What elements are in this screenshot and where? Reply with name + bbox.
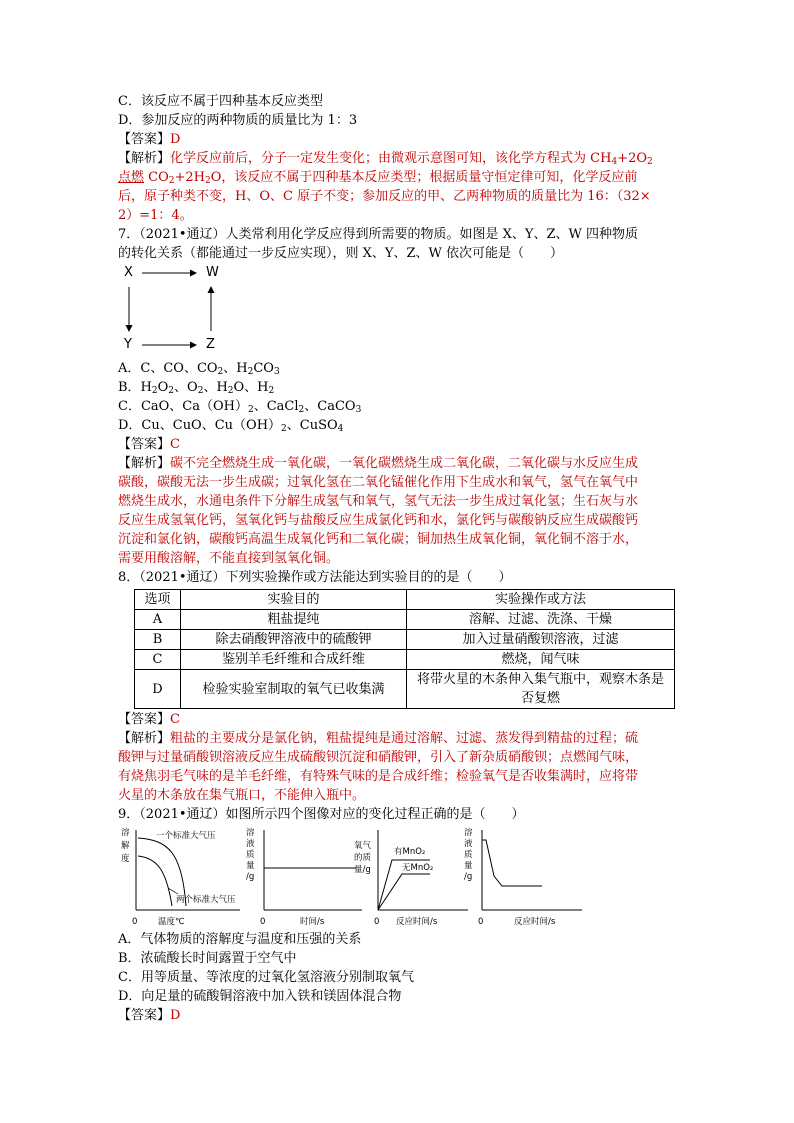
q9-option-a: A．气体物质的溶解度与温度和压强的关系 [118, 932, 362, 947]
axis-label: 量 [464, 861, 473, 871]
option-text: C．CaO、Ca（OH） [118, 399, 248, 414]
curve-label: 一个标准大气压 [156, 831, 216, 841]
table-cell: 溶解、过滤、洗涤、干燥 [407, 610, 675, 630]
origin-label: 0 [132, 917, 138, 927]
option-text: O [157, 380, 169, 395]
axis-label: 反应时间/s [514, 917, 556, 927]
curve-without-catalyst [378, 874, 430, 910]
q7-analysis-line-2: 碳酸，碳酸无法一步生成碳；过氧化氢在二氧化锰催化作用下生成水和氧气，氢气在氧气中 [118, 475, 639, 490]
option-text: B．H [118, 380, 152, 395]
q7-analysis-line-4: 反应生成氢氧化钙，氢氧化钙与盐酸反应生成氯化钙和水，氯化钙与碳酸钠反应生成碳酸钙 [118, 513, 639, 528]
option-text: D．Cu、CuO、Cu（OH） [118, 418, 282, 433]
option-text: 、CaCl [253, 399, 299, 414]
analysis-label: 【解析】 [118, 731, 171, 746]
q7-option-c: C．CaO、$Ca(OH)_2$、CaCl$_2$、CaCO$_3$ [118, 399, 362, 415]
option-text: A．C、CO、CO [118, 361, 218, 376]
q8-analysis-line-2: 酸钾与过量硝酸钡溶液反应生成硫酸钡沉淀和硝酸钾，引入了新杂质硝酸钡；点燃闻气味， [118, 750, 639, 765]
axis-label: 量/g [354, 865, 371, 875]
table-row [135, 630, 675, 650]
q6-analysis-line-2: 点燃 $CO_2+2H_2O$，该反应不属于四种基本反应类型；根据质量守恒定律可知，化学反应前 [118, 170, 638, 186]
answer-value: C [170, 712, 180, 727]
analysis-text: 碳不完全燃烧生成一氧化碳，一氧化碳燃烧生成二氧化碳，二氧化碳与水反应生成 [170, 456, 639, 471]
analysis-text: 粗盐的主要成分是氯化钠，粗盐提纯是通过溶解、过滤、蒸发得到精盐的过程；硫 [170, 731, 639, 746]
q9-option-d: D．向足量的硫酸铜溶液中加入铁和镁固体混合物 [118, 989, 402, 1004]
q6-analysis-line-4: 2）=1：4。 [118, 208, 193, 223]
graph-solubility [118, 826, 243, 930]
table-cell [407, 670, 675, 709]
q7-analysis-line-3: 燃烧生成水，水通电条件下分解生成氢气和氧气，氢气无法一步生成过氧化氢；生石灰与水 [118, 494, 639, 509]
table-row [135, 670, 675, 709]
graph-acid-mass [244, 826, 366, 930]
axis-label: 质 [246, 850, 255, 860]
axis-label: 时间/s [300, 917, 325, 927]
node-z: Z [206, 337, 215, 352]
q7-analysis-line-1 [118, 454, 678, 473]
table-row [135, 650, 675, 670]
q9-stem: 9．（2021•通辽）如图所示四个图像对应的变化过程正确的是（ ） [118, 807, 525, 822]
node-x: X [124, 265, 133, 280]
node-w: W [206, 265, 219, 280]
reaction-condition: 点燃 [118, 170, 145, 185]
q6-analysis-line-1: 【解析】化学反应前后，分子一定发生变化；由微观示意图可知，该化学方程式为 $CH_4+2O_2$ [118, 151, 653, 167]
analysis-label: 【解析】 [118, 456, 171, 471]
q7-stem-line-2: 的转化关系（都能通过一步反应实现），则 X、Y、Z、W 依次可能是（ ） [118, 246, 563, 261]
table-cell: 除去硝酸钾溶液中的硫酸钾 [181, 630, 407, 650]
origin-label: 0 [374, 917, 380, 927]
axis-label: 溶 [246, 828, 255, 838]
option-text: CO [253, 361, 274, 376]
table-header-row [135, 590, 675, 610]
table-cell: 鉴别羊毛纤维和合成纤维 [181, 650, 407, 670]
answer-value: D [170, 132, 181, 147]
table-header: 实验操作或方法 [407, 590, 675, 610]
axis-label: 质 [464, 850, 473, 860]
table-cell-line: 否复燃 [520, 691, 560, 706]
axis-label: 量 [246, 861, 255, 871]
analysis-text: O，该反应不属于四种基本反应类型；根据质量守恒定律可知，化学反应前 [210, 170, 638, 185]
curve-two-atm [138, 856, 172, 906]
table-cell: C [135, 650, 181, 670]
q8-stem: 8．（2021•通辽）下列实验操作或方法能达到实验目的的是（ ） [118, 570, 512, 585]
axis-label: 溶 [121, 828, 130, 838]
q8-analysis-line-3: 有烧焦羽毛气味的是羊毛纤维，有特殊气味的是合成纤维；检验氧气是否收集满时，应将带 [118, 769, 639, 784]
option-text: 、O [174, 380, 198, 395]
q9-answer [118, 1006, 678, 1025]
table-header: 选项 [135, 590, 181, 610]
curve-label: 有MnO₂ [394, 847, 426, 857]
q9-graphs [118, 826, 588, 930]
origin-label: 0 [260, 917, 266, 927]
option-text: 、H [203, 380, 228, 395]
axis-label: 液 [246, 839, 255, 849]
q9-option-c: C．用等质量、等浓度的过氧化氢溶液分别制取氧气 [118, 970, 414, 985]
analysis-text: 化学反应前后，分子一定发生变化；由微观示意图可知，该化学方程式为 CH [170, 151, 612, 166]
data-line [482, 840, 542, 886]
q7-option-b: B．$H_2O_2$、$O_2$、$H_2O$、$H_2$ [118, 380, 275, 396]
q7-answer [118, 435, 678, 454]
q6-analysis-line-3: 后，原子种类不变，H、O、C 原子不变；参加反应的甲、乙两种物质的质量比为 16：（32× [118, 189, 651, 204]
q8-analysis-line-4: 火星的木条放在集气瓶口，不能伸入瓶中。 [118, 788, 366, 803]
table-cell: A [135, 610, 181, 630]
graph-copper-sulfate [462, 826, 586, 930]
analysis-text: +2O [617, 151, 647, 166]
curve-label: 两个标准大气压 [176, 895, 236, 905]
table-cell-line: 将带火星的木条伸入集气瓶中，观察木条是 [416, 672, 664, 687]
curve-label: 无MnO₂ [402, 863, 434, 873]
node-y: Y [124, 337, 132, 352]
axis-label: 氧气 [354, 841, 372, 851]
table-cell: D [135, 670, 181, 709]
option-text: 、CaCO [304, 399, 356, 414]
axis-label: 溶 [464, 828, 473, 838]
answer-label: 【答案】 [118, 132, 171, 147]
axis-label: 的质 [354, 853, 372, 863]
table-cell: 燃烧，闻气味 [407, 650, 675, 670]
axis-label: 度 [121, 854, 130, 864]
option-text: 、CuSO [286, 418, 338, 433]
q7-stem-line-1: 7．（2021•通辽）人类常利用化学反应得到所需要的物质。如图是 X、Y、Z、W 四种物质 [118, 227, 639, 242]
diagram-arrows [122, 265, 232, 357]
q8-table [134, 589, 675, 709]
axis-label: /g [464, 872, 473, 882]
q7-option-a: A．C、CO、$CO_2$、$H_2CO_3$ [118, 361, 280, 377]
q6-answer [118, 130, 678, 149]
answer-value: C [170, 437, 180, 452]
origin-label: 0 [478, 917, 484, 927]
answer-label: 【答案】 [118, 1008, 171, 1023]
analysis-label: 【解析】 [118, 151, 171, 166]
axis-label: 液 [464, 839, 473, 849]
answer-value: D [170, 1008, 181, 1023]
table-cell: 粗盐提纯 [181, 610, 407, 630]
q8-answer [118, 710, 678, 729]
answer-label: 【答案】 [118, 437, 171, 452]
q9-option-b: B．浓硫酸长时间露置于空气中 [118, 951, 297, 966]
answer-label: 【答案】 [118, 712, 171, 727]
option-text: O、H [233, 380, 269, 395]
table-row [135, 610, 675, 630]
analysis-text: CO [144, 170, 169, 185]
table-cell: B [135, 630, 181, 650]
q7-analysis-line-6: 需要用酸溶解，不能直接到氢氧化铜。 [118, 551, 340, 566]
q7-conversion-diagram [122, 265, 232, 357]
table-header: 实验目的 [181, 590, 407, 610]
graph-oxygen [352, 826, 472, 930]
table-cell: 加入过量硝酸钡溶液，过滤 [407, 630, 675, 650]
axis-label: /g [246, 872, 255, 882]
q8-analysis-line-1 [118, 729, 678, 748]
q6-option-c: C．该反应不属于四种基本反应类型 [118, 94, 323, 109]
q6-option-d: D．参加反应的两种物质的质量比为 1：3 [118, 113, 358, 128]
analysis-text: +2H [174, 170, 206, 185]
axis-label: 解 [121, 841, 130, 851]
table-cell: 检验实验室制取的氧气已收集满 [181, 670, 407, 709]
axis-label: 温度℃ [158, 917, 185, 927]
document-page [118, 92, 678, 1025]
axis-label: 反应时间/s [396, 917, 438, 927]
q7-analysis-line-5: 沉淀和氯化钠，碳酸钙高温生成氧化钙和二氧化碳；铜加热生成氧化铜，氧化铜不溶于水， [118, 532, 639, 547]
option-text: 、H [223, 361, 248, 376]
q7-option-d: D．Cu、CuO、$Cu(OH)_2$、CuSO$_4$ [118, 418, 344, 434]
